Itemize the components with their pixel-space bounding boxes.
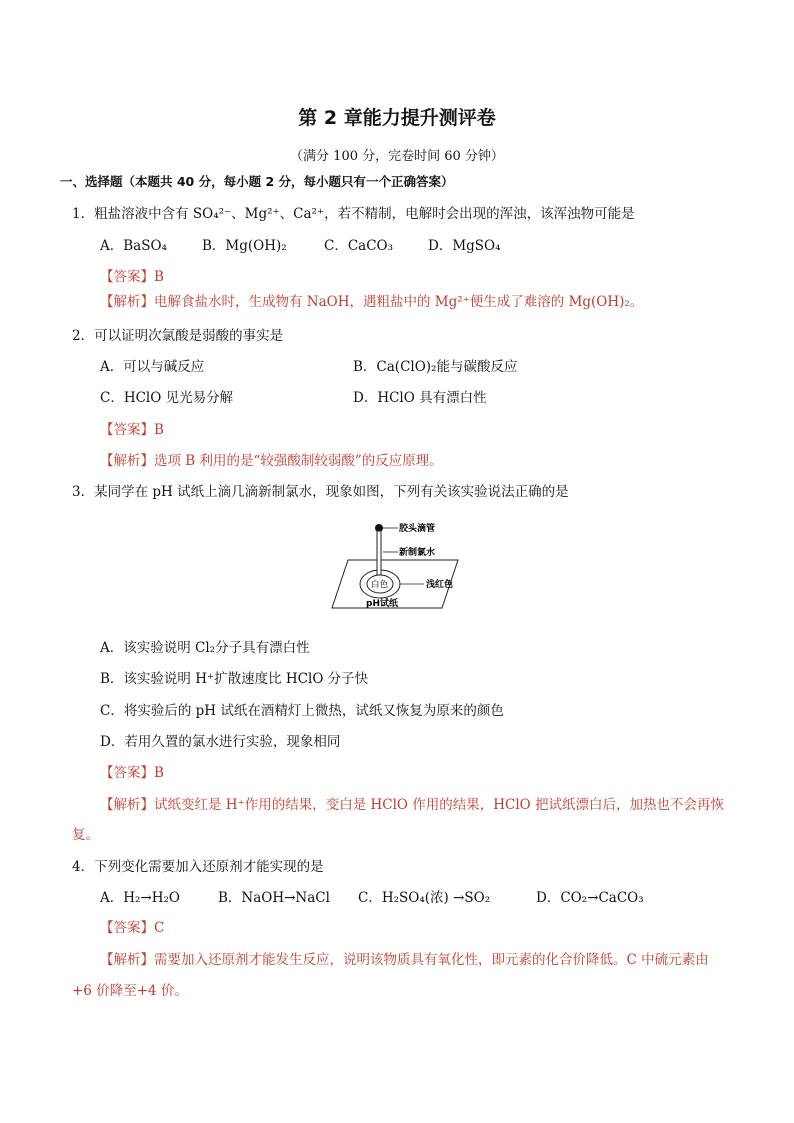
label-light-red: 浅红色 [426,580,454,590]
q2-option-d: D．HClO 具有漂白性 [353,390,487,406]
q3-analysis-line2: 复。 [72,827,99,843]
q3-analysis-line1: 【解析】试纸变红是 H⁺作用的结果，变白是 HClO 作用的结果，HClO 把试纸漂白后，加热也不会再恢 [100,797,725,813]
q1-option-d: D．MgSO₄ [428,238,501,254]
q1-answer: 【答案】B [100,269,164,285]
question-4-text: 4．下列变化需要加入还原剂才能实现的是 [72,859,324,875]
question-1-options [100,236,501,256]
page-title: 第 2 章能力提升测评卷 [298,107,496,129]
label-dropper: 胶头滴管 [399,524,436,534]
label-ph-paper: pH试纸 [366,599,398,609]
q3-answer: 【答案】B [100,765,164,781]
label-white: 白色 [371,580,389,590]
q4-option-a: A．H₂→H₂O [100,890,180,906]
q1-analysis: 【解析】电解食盐水时，生成物有 NaOH，遇粗盐中的 Mg²⁺便生成了难溶的 Mg(OH)₂。 [100,294,644,310]
q1-option-b: B．Mg(OH)₂ [202,238,287,254]
ph-paper-figure [330,520,470,612]
q4-answer: 【答案】C [100,920,165,936]
q1-option-c: C．CaCO₃ [324,238,394,254]
q3-option-a: A．该实验说明 Cl₂分子具有漂白性 [100,640,310,656]
page-subtitle: （满分 100 分，完卷时间 60 分钟） [290,149,504,164]
q4-analysis-line2: +6 价降至+4 价。 [72,983,188,999]
label-water: 新制氯水 [399,548,436,558]
q4-option-c: C．H₂SO₄(浓) →SO₂ [358,890,491,906]
q4-analysis-line1: 【解析】需要加入还原剂才能发生反应，说明该物质具有氧化性，即元素的化合价降低。C 中硫元素由 [100,952,709,968]
q3-option-d: D．若用久置的氯水进行实验，现象相同 [100,734,341,750]
q2-analysis: 【解析】选项 B 利用的是“较强酸制较弱酸”的反应原理。 [100,453,443,469]
q1-option-a: A．BaSO₄ [100,238,167,254]
q4-option-d: D．CO₂→CaCO₃ [536,890,644,906]
question-4-options [100,888,644,908]
dropper-tube [377,531,381,575]
section-heading: 一、选择题（本题共 40 分，每小题 2 分，每小题只有一个正确答案） [60,174,454,189]
q3-option-c: C．将实验后的 pH 试纸在酒精灯上微热，试纸又恢复为原来的颜色 [100,703,504,719]
question-2-text: 2．可以证明次氯酸是弱酸的事实是 [72,328,284,344]
q4-option-b: B．NaOH→NaCl [218,890,330,906]
q2-option-a: A．可以与碱反应 [100,359,205,375]
question-1-text: 1．粗盐溶液中含有 SO₄²⁻、Mg²⁺、Ca²⁺，若不精制，电解时会出现的浑浊，该浑浊物可能是 [72,206,635,222]
q3-option-b: B．该实验说明 H⁺扩散速度比 HClO 分子快 [100,671,369,687]
q2-option-c: C．HClO 见光易分解 [100,390,234,406]
q2-answer: 【答案】B [100,422,164,438]
q2-option-b: B．Ca(ClO)₂能与碳酸反应 [353,359,518,375]
question-3-text: 3．某同学在 pH 试纸上滴几滴新制氯水，现象如图，下列有关该实验说法正确的是 [72,484,569,500]
